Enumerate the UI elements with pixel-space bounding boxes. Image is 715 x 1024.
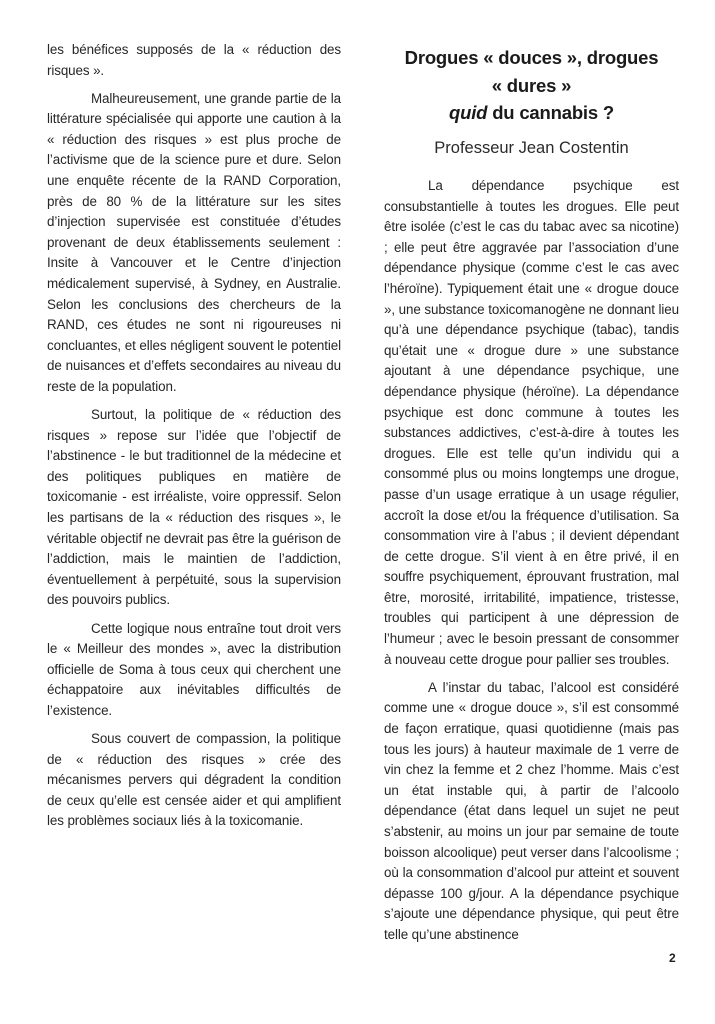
article-heading (384, 44, 679, 159)
right-column (384, 176, 679, 953)
title-line-1: Drogues « douces », drogues (404, 47, 659, 68)
title-italic-word: quid (449, 102, 488, 123)
paragraph: Malheureusement, une grande partie de la littérature spécialisée qui apporte une caution à la « réduction des risques » est plus proche de l’activisme que de la science pure et dure. Selon une enquête récente de la RAND Corporation, près de 80 % de la littérature sur les sites d’injection supervisée est constituée d’études provenant de deux établissements seulement : Insite à Vancouver et le Centre d’injection médicalement supervisé, à Sydney, en Australie. Selon les conclusions des chercheurs de la RAND, ces études ne sont ni rigoureuses ni concluantes, et elles négligent souvent le potentiel de nuisances et d’effets secondaires au niveau du reste de la population. (47, 90, 341, 394)
title-line-2: « dures » (491, 74, 572, 96)
paragraph: Sous couvert de compassion, la politique de « réduction des risques » crée des mécanismes pervers qui dégradent la condition de ceux qu’elle est censée aider et qui amplifient les problèmes sociaux liés à la toxicomanie. (47, 731, 341, 829)
paragraph: Surtout, la politique de « réduction des risques » repose sur l’idée que l’objectif de l’abstinence - le but traditionnel de la médecine et des politiques publiques en matière de toxicomanie - est irréaliste, voire oppressif. Selon les partisans de la « réduction des risques », le véritable objectif ne devrait pas être la guérison de l’addiction, mais le maintien de l’addiction, éventuellement à perpétuité, sous la supervision des pouvoirs publics. (47, 407, 341, 608)
paragraph: les bénéfices supposés de la « réduction des risques ». (47, 42, 341, 78)
paragraph: La dépendance psychique est consubstantielle à toutes les drogues. Elle peut être isolée (c’est le cas du tabac avec sa nicotine) ; elle peut être aggravée par l’association d’une dépendance physique (comme c’est le cas avec l’héroïne). Typiquement était une « drogue douce », une substance toxicomanogène ne donnant lieu qu’à une dépendance psychique (tabac), tandis qu’était une « drogue dure » une substance ajoutant à une dépendance psychique, une dépendance physique (héroïne). La dépendance psychique est donc commune à toutes les substances addictives, c’est-à-dire à toutes les drogues. Elle est telle qu’un individu qui a consommé plus ou moins longtemps une drogue, passe d’un usage erratique à un usage régulier, accroît la dose et/ou la fréquence d’utilisation. Sa consommation vire à l’abus ; il devient dépendant de cette drogue. S’il vient à en être privé, il en souffre psychiquement, éprouvant frustration, mal être, morosité, irritabilité, impatience, tristesse, troubles qui participent à une dépression de l’humeur ; avec le besoin pressant de consommer à nouveau cette drogue pour pallier ses troubles. (384, 178, 679, 667)
page-number: 2 (669, 951, 676, 965)
article-title (384, 44, 679, 127)
paragraph: Cette logique nous entraîne tout droit vers le « Meilleur des mondes », avec la distribution officielle de Soma à tous ceux qui cherchent une échappatoire aux inévitables difficultés de l’existence. (47, 620, 341, 718)
title-line-3-rest: du cannabis ? (487, 102, 614, 123)
paragraph: A l’instar du tabac, l’alcool est considéré comme une « drogue douce », s’il est consommé de façon erratique, quasi quotidienne (mais pas tous les jours) à hauteur maximale de 1 verre de vin chez la femme et 2 chez l’homme. Mais c’est un état instable qui, à partir de l’alcoolo dépendance (état dans lequel un sujet ne peut s’abstenir, au moins un jour par semaine de toute boisson alcoolique) peut verser dans l’alcoolisme ; où la consommation d’alcool pur atteint et souvent dépasse 100 g/jour. A la dépendance psychique s’ajoute une dépendance physique, qui peut être telle qu’une abstinence (384, 679, 679, 942)
title-line-3 (384, 99, 679, 127)
left-column (47, 40, 341, 839)
article-author: Professeur Jean Costentin (434, 138, 629, 157)
